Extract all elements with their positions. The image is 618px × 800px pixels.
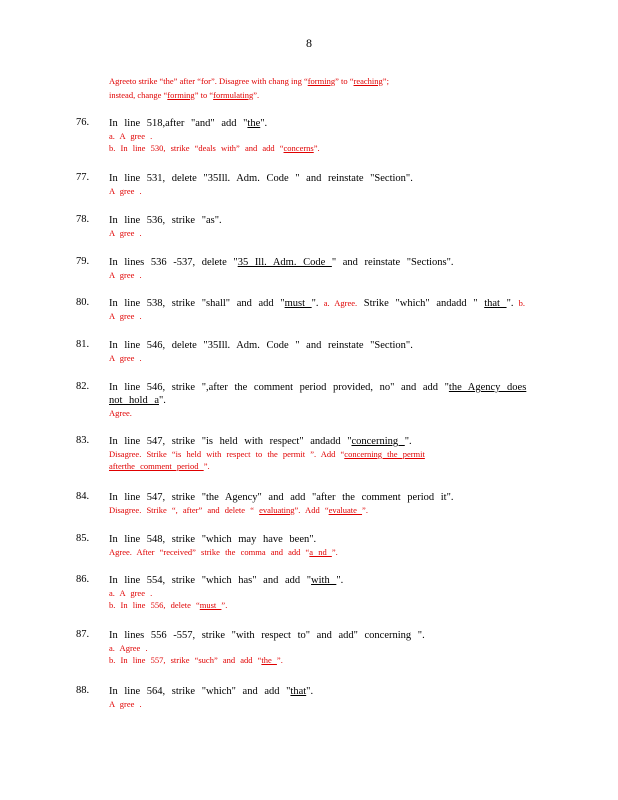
- text-fragment: afterthe comment period: [109, 461, 204, 471]
- text-fragment: ”.: [276, 655, 283, 665]
- text-fragment: b. In line 556, delete “: [109, 600, 200, 610]
- text-fragment: ".: [260, 118, 268, 129]
- text-fragment: the: [247, 118, 261, 129]
- text-fragment: ".: [159, 395, 166, 406]
- text-fragment: In line 554, strike "which has" and add ": [109, 575, 312, 586]
- text-fragment: In line 518,after "and" add ": [109, 118, 248, 129]
- text-fragment: Disagree. Strike “, after” and delete “: [109, 505, 260, 515]
- item-note: A gree .: [109, 353, 142, 363]
- text-fragment: ” to “: [335, 76, 354, 86]
- item-number: 79.: [76, 256, 90, 267]
- item-text: In line 531, delete "35Ill. Adm. Code " and reinstate "Section".: [109, 173, 413, 184]
- text-fragment: Strike "which" andadd ": [357, 298, 485, 309]
- item-number: 86.: [76, 574, 90, 585]
- item-note: [109, 460, 539, 472]
- item-number: 81.: [76, 339, 90, 350]
- item-note: [109, 599, 539, 611]
- text-fragment: with: [311, 575, 337, 586]
- item-note: A gree .: [109, 228, 142, 238]
- item-text: In line 547, strike "the Agency" and add "after the comment period it".: [109, 492, 454, 503]
- intro-note: [109, 74, 539, 102]
- text-fragment: ”.: [362, 505, 368, 515]
- item-note: [109, 546, 539, 558]
- text-fragment: In line 564, strike "which" and add ": [109, 686, 291, 697]
- item-number: 80.: [76, 297, 90, 308]
- item-note: A gree .: [109, 311, 142, 321]
- item-number: 88.: [76, 685, 90, 696]
- text-fragment: " and reinstate "Sections".: [331, 257, 454, 268]
- item-note: [109, 504, 539, 516]
- item-number: 87.: [76, 629, 90, 640]
- text-fragment: a. Agree.: [318, 298, 358, 308]
- item-number: 77.: [76, 172, 90, 183]
- page-number: 8: [306, 36, 312, 50]
- text-fragment: reaching: [353, 76, 383, 86]
- intro-line-1: [109, 74, 539, 88]
- text-fragment: In line 547, strike "is held with respect" andadd ": [109, 436, 352, 447]
- text-fragment: In lines 536 -537, delete ": [109, 257, 238, 268]
- text-fragment: 35 Ill. Adm. Code: [237, 257, 332, 268]
- item-text: In line 548, strike "which may have been".: [109, 534, 317, 545]
- text-fragment: ”.: [221, 600, 228, 610]
- text-fragment: ”.: [313, 143, 320, 153]
- item-number: 82.: [76, 381, 90, 392]
- text-fragment: a nd: [309, 547, 332, 557]
- text-fragment: ".: [311, 298, 319, 309]
- text-fragment: must: [199, 600, 222, 610]
- text-fragment: Agreeto strike “the” after “for”. Disagree with chang ing “: [109, 76, 308, 86]
- item-number: 85.: [76, 533, 90, 544]
- item-number: 78.: [76, 214, 90, 225]
- item-text: In lines 556 -557, strike "with respect to" and add" concerning ".: [109, 630, 425, 641]
- text-fragment: that: [290, 686, 307, 697]
- item-note: A gree .: [109, 699, 142, 709]
- item-note: [109, 448, 539, 460]
- text-fragment: forming: [167, 90, 195, 100]
- item-text: [109, 435, 539, 448]
- intro-line-2: [109, 88, 539, 102]
- text-fragment: the Agency does not hold a: [109, 382, 527, 406]
- text-fragment: evaluating: [259, 505, 295, 515]
- text-fragment: evaluate: [328, 505, 363, 515]
- text-fragment: ”.: [331, 547, 338, 557]
- text-fragment: Agree. After “received” strike the comma and add “: [109, 547, 310, 557]
- item-note: [109, 654, 539, 666]
- item-note: a. A gree .: [109, 588, 153, 598]
- text-fragment: concerning the permit: [344, 449, 425, 459]
- text-fragment: In line 538, strike "shall" and add ": [109, 298, 285, 309]
- text-fragment: formulating: [213, 90, 254, 100]
- text-fragment: In line 546, strike ",after the comment period provided, no" and add ": [109, 382, 449, 393]
- item-text: [109, 297, 539, 310]
- item-note: Agree.: [109, 408, 132, 418]
- item-number: 83.: [76, 435, 90, 446]
- item-note: A gree .: [109, 186, 142, 196]
- item-number: 84.: [76, 491, 90, 502]
- text-fragment: the: [261, 655, 277, 665]
- text-fragment: concerning: [351, 436, 405, 447]
- text-fragment: ".: [506, 298, 514, 309]
- text-fragment: ”.: [203, 461, 210, 471]
- text-fragment: that: [484, 298, 507, 309]
- item-number: 76.: [76, 117, 90, 128]
- item-text: [109, 381, 539, 407]
- item-note: [109, 142, 539, 154]
- text-fragment: must: [284, 298, 312, 309]
- item-text: In line 546, delete "35Ill. Adm. Code " and reinstate "Section".: [109, 340, 413, 351]
- item-text: [109, 685, 539, 698]
- text-fragment: ” to “: [194, 90, 214, 100]
- item-text: [109, 256, 539, 269]
- text-fragment: concerns: [283, 143, 314, 153]
- text-fragment: ".: [306, 686, 314, 697]
- item-note: A gree .: [109, 270, 142, 280]
- text-fragment: ”;: [382, 76, 389, 86]
- text-fragment: ".: [404, 436, 412, 447]
- text-fragment: forming: [307, 76, 336, 86]
- text-fragment: ".: [336, 575, 344, 586]
- item-note: a. Agree .: [109, 643, 148, 653]
- item-note: a. A gree .: [109, 131, 153, 141]
- text-fragment: instead, change “: [109, 90, 168, 100]
- item-text: [109, 574, 539, 587]
- item-text: In line 536, strike "as".: [109, 215, 222, 226]
- text-fragment: b. In line 557, strike “such” and add “: [109, 655, 262, 665]
- text-fragment: ”.: [253, 90, 260, 100]
- text-fragment: b.: [513, 298, 525, 308]
- text-fragment: Disagree. Strike “is held with respect to the permit ”. Add “: [109, 449, 345, 459]
- text-fragment: ”. Add “: [294, 505, 329, 515]
- item-text: [109, 117, 539, 130]
- text-fragment: b. In line 530, strike “deals with” and add “: [109, 143, 284, 153]
